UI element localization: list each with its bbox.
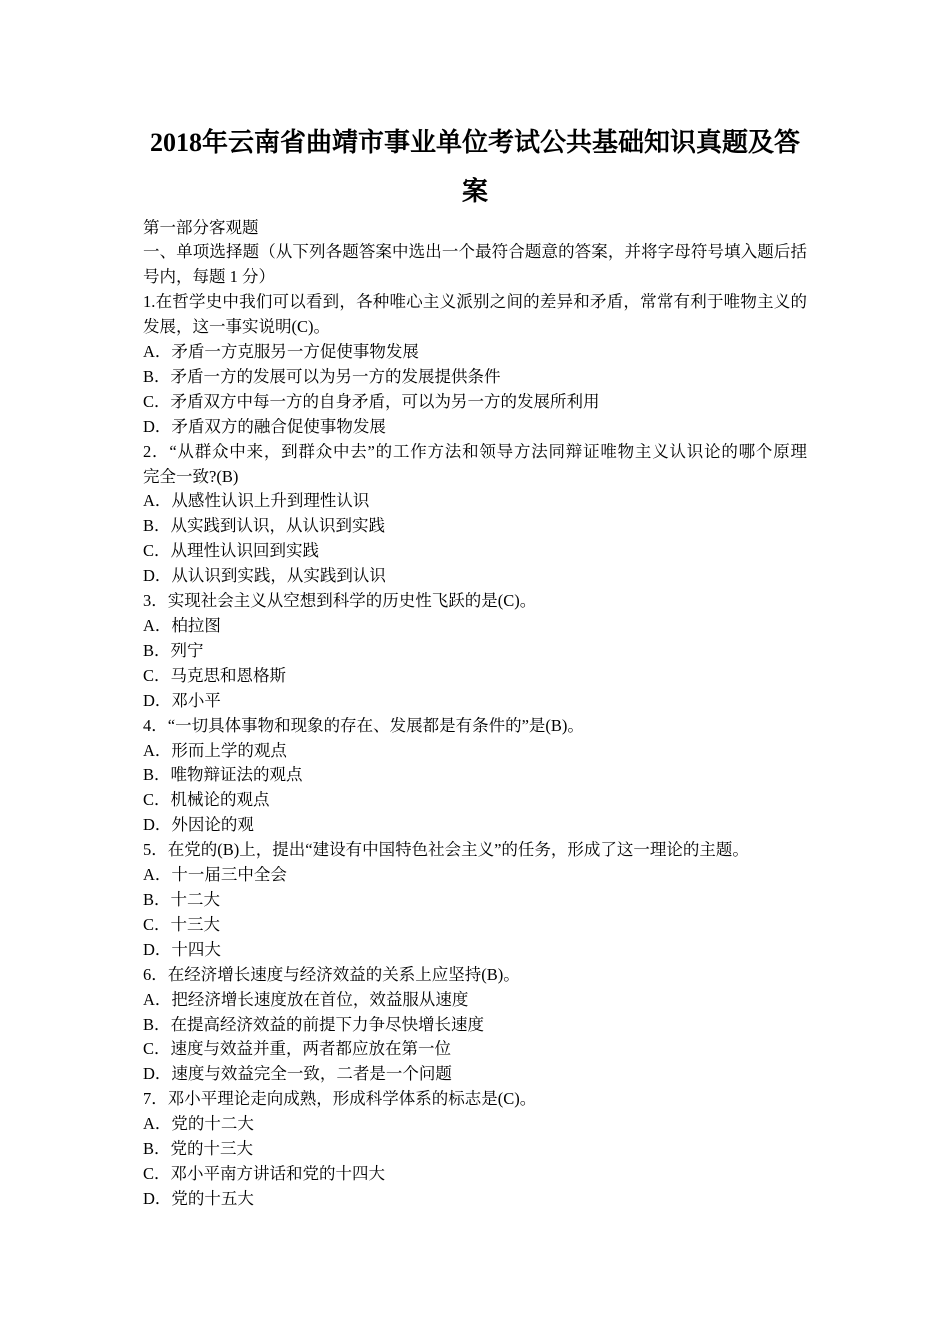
question-stem-line: 完全一致?(B) bbox=[143, 466, 239, 486]
instruction-block bbox=[143, 240, 807, 290]
question-stem-line: 7．邓小平理论走向成熟，形成科学体系的标志是(C)。 bbox=[143, 1089, 537, 1109]
option-b: B．矛盾一方的发展可以为另一方的发展提供条件 bbox=[143, 366, 501, 386]
option-d: D．速度与效益完全一致，二者是一个问题 bbox=[143, 1064, 452, 1084]
option-c: C．矛盾双方中每一方的自身矛盾，可以为另一方的发展所利用 bbox=[143, 391, 600, 411]
option-d: D．党的十五大 bbox=[143, 1188, 254, 1208]
question-2 bbox=[143, 440, 807, 589]
document-title: 2018年云南省曲靖市事业单位考试公共基础知识真题及答案 bbox=[149, 128, 800, 206]
option-c: C．十三大 bbox=[143, 914, 221, 934]
option-a: A．柏拉图 bbox=[143, 616, 221, 635]
option-d: D．十四大 bbox=[143, 939, 221, 959]
option-b: B．十二大 bbox=[143, 889, 221, 909]
question-stem-line: 5．在党的(B)上，提出“建设有中国特色社会主义”的任务，形成了这一理论的主题。 bbox=[143, 840, 749, 860]
question-stem-line: 2．“从群众中来，到群众中去”的工作方法和领导方法同辩证唯物主义认识论的哪个原理 bbox=[143, 441, 807, 461]
option-a: A．把经济增长速度放在首位，效益服从速度 bbox=[143, 989, 469, 1009]
option-a: A．形而上学的观点 bbox=[143, 740, 287, 760]
question-stem-line: 4．“一切具体事物和现象的存在、发展都是有条件的”是(B)。 bbox=[143, 715, 584, 735]
option-c: C．速度与效益并重，两者都应放在第一位 bbox=[143, 1039, 452, 1059]
option-a: A．从感性认识上升到理性认识 bbox=[143, 491, 370, 511]
instruction-line: 一、单项选择题（从下列各题答案中选出一个最符合题意的答案，并将字母符号填入题后括 bbox=[143, 242, 807, 262]
option-c: C．从理性认识回到实践 bbox=[143, 541, 320, 561]
question-3 bbox=[143, 589, 807, 714]
question-1 bbox=[143, 290, 807, 439]
option-a: A．党的十二大 bbox=[143, 1114, 254, 1134]
option-a: A．十一届三中全会 bbox=[143, 865, 287, 885]
option-c: C．机械论的观点 bbox=[143, 790, 270, 810]
option-b: B．党的十三大 bbox=[143, 1139, 254, 1159]
section-heading: 第一部分客观题 bbox=[143, 217, 259, 237]
option-c: C．邓小平南方讲话和党的十四大 bbox=[143, 1163, 386, 1183]
document-body bbox=[143, 216, 807, 1212]
option-a: A．矛盾一方克服另一方促使事物发展 bbox=[143, 342, 419, 362]
option-c: C．马克思和恩格斯 bbox=[143, 665, 287, 685]
option-d: D．外因论的观 bbox=[143, 815, 254, 835]
question-5 bbox=[143, 838, 807, 963]
option-b: B．从实践到认识，从认识到实践 bbox=[143, 516, 386, 536]
option-d: D．矛盾双方的融合促使事物发展 bbox=[143, 416, 386, 436]
question-stem-line: 6．在经济增长速度与经济效益的关系上应坚持(B)。 bbox=[143, 964, 520, 984]
option-b: B．唯物辩证法的观点 bbox=[143, 765, 303, 785]
question-stem-line: 1.在哲学史中我们可以看到，各种唯心主义派别之间的差异和矛盾，常常有利于唯物主义的 bbox=[143, 292, 807, 312]
question-stem-line: 发展，这一事实说明(C)。 bbox=[143, 317, 330, 337]
option-b: B．在提高经济效益的前提下力争尽快增长速度 bbox=[143, 1014, 485, 1034]
option-b: B．列宁 bbox=[143, 640, 204, 660]
question-stem-line: 3．实现社会主义从空想到科学的历史性飞跃的是(C)。 bbox=[143, 591, 537, 611]
option-d: D．从认识到实践，从实践到认识 bbox=[143, 566, 386, 586]
option-d: D．邓小平 bbox=[143, 690, 221, 710]
question-6 bbox=[143, 963, 807, 1088]
question-4 bbox=[143, 714, 807, 839]
instruction-line: 号内，每题 1 分） bbox=[143, 267, 275, 287]
question-7 bbox=[143, 1087, 807, 1212]
